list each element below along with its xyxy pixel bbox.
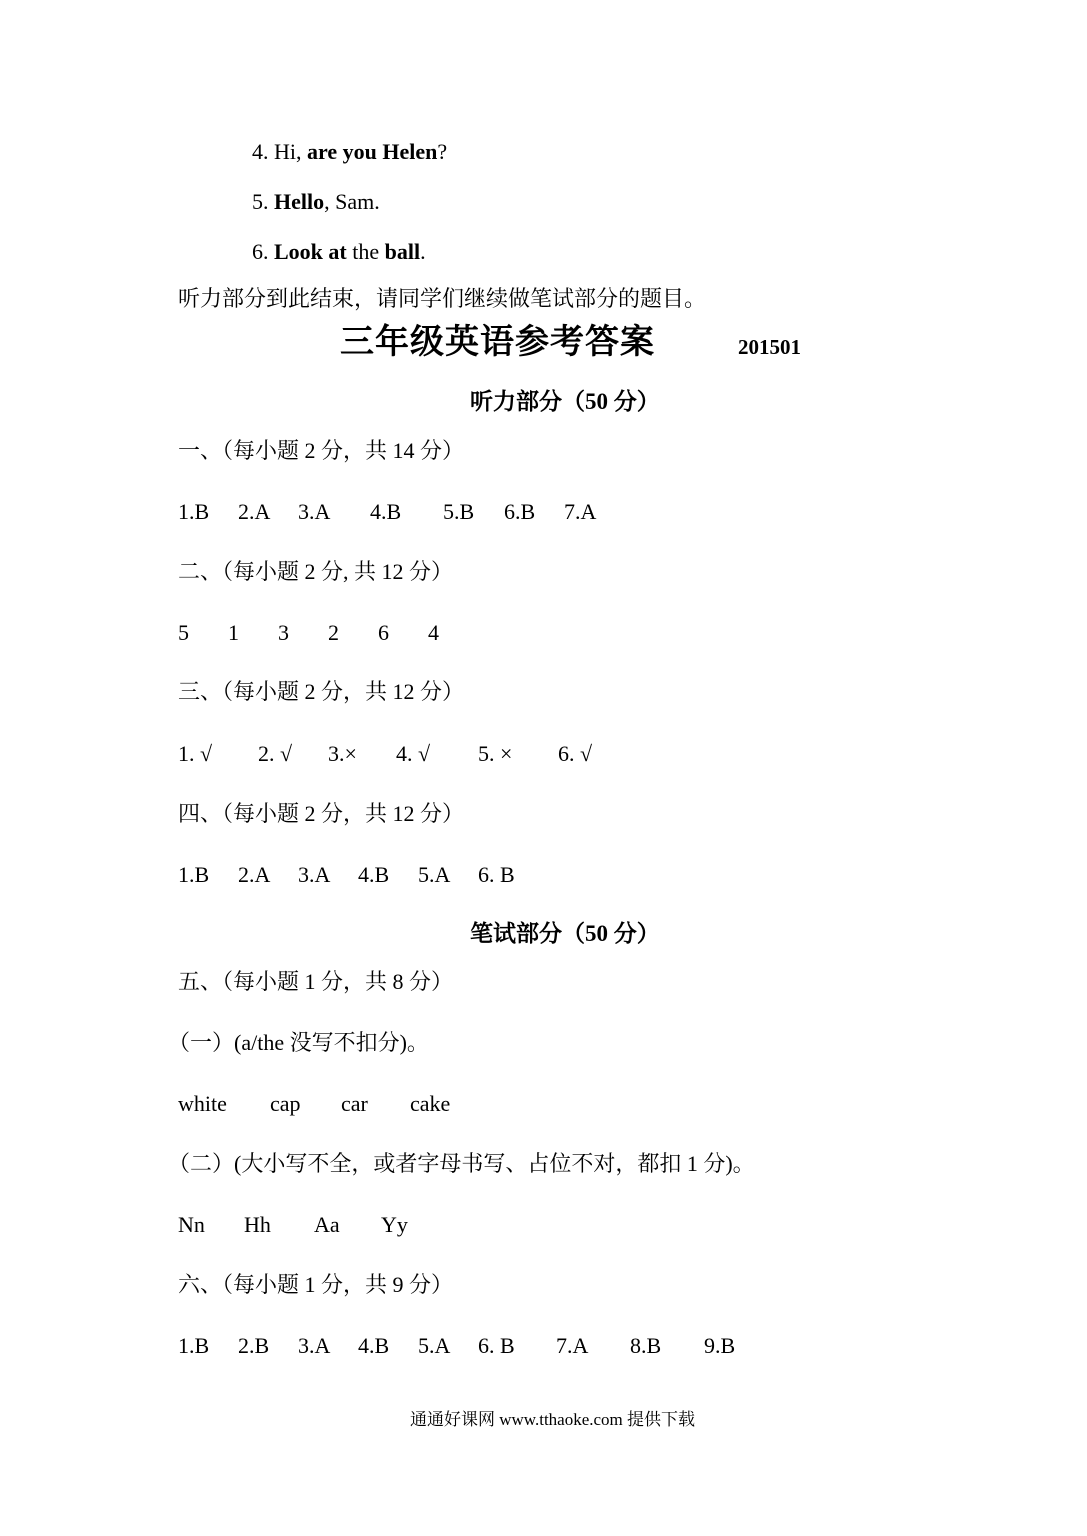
answer-item: Yy [381,1212,408,1237]
answer-item: 2. √ [258,741,293,766]
answer-item: 4. √ [396,741,431,766]
answer-item: 5.A [418,1333,451,1358]
script-text-bold: Hello [274,189,325,214]
answer-item: cap [270,1091,301,1116]
answer-key-title: 三年级英语参考答案 [340,322,655,362]
answer-item: 3.A [298,499,331,524]
answer-item: 6. B [478,862,515,887]
answer-item: 2.A [238,862,271,887]
answer-item: 4.B [358,862,390,887]
script-num: 6. [252,239,269,264]
answer-item: 4 [428,620,439,645]
footer-source: 通通好课网 www.tthaoke.com 提供下载 [410,1410,696,1429]
script-text: Hi, [274,139,307,164]
answer-item: 3.A [298,862,331,887]
answer-key-code: 201501 [738,335,801,359]
section-5-label: 五、（每小题 1 分，共 8 分） [178,969,454,994]
script-num: 5. [252,189,269,214]
answer-item: 3 [278,620,289,645]
answer-item: 8.B [630,1333,662,1358]
section-6-label: 六、（每小题 1 分，共 9 分） [178,1272,454,1297]
answer-item: 3.× [328,741,357,766]
answer-item: 6. B [478,1333,515,1358]
section-4-label: 四、（每小题 2 分，共 12 分） [178,801,465,826]
answer-item: 3.A [298,1333,331,1358]
answer-item: cake [410,1091,451,1116]
script-line-6 [252,238,426,266]
answer-item: 6. √ [558,741,593,766]
section-2-label: 二、（每小题 2 分, 共 12 分） [178,559,454,584]
script-text: the [346,239,385,264]
answer-item: Aa [314,1212,340,1237]
answer-item: 6 [378,620,389,645]
section-3-label: 三、（每小题 2 分，共 12 分） [178,679,465,704]
script-text-bold: Look at [274,239,347,264]
answer-item: 2.B [238,1333,270,1358]
answer-item: 1.B [178,499,210,524]
answer-item: 5.A [418,862,451,887]
script-text-bold: ball [384,239,421,264]
script-text-bold: are you Helen [307,139,438,164]
answer-item: 1.B [178,862,210,887]
answer-item: 1. √ [178,741,213,766]
answer-item: 7.A [556,1333,589,1358]
answer-item: 1 [228,620,239,645]
answer-item: 2 [328,620,339,645]
script-text: . [420,239,426,264]
answer-item: 4.B [370,499,402,524]
written-heading: 笔试部分（50 分） [470,921,660,946]
answer-item: 4.B [358,1333,390,1358]
answer-item: 5.B [443,499,475,524]
answer-item: Hh [244,1212,271,1237]
answer-item: 5 [178,620,189,645]
script-line-4 [252,138,447,166]
answer-item: car [341,1091,368,1116]
answer-item: 5. × [478,741,513,766]
answer-item: 7.A [564,499,597,524]
answer-item: 9.B [704,1333,736,1358]
script-num: 4. [252,139,269,164]
answer-item: 1.B [178,1333,210,1358]
section-1-label: 一、（每小题 2 分，共 14 分） [178,438,465,463]
answer-item: 2.A [238,499,271,524]
answer-item: Nn [178,1212,205,1237]
script-line-5 [252,188,380,216]
answer-item: 6.B [504,499,536,524]
listening-heading: 听力部分（50 分） [470,389,660,414]
section-5-part2-note: （二）(大小写不全，或者字母书写、占位不对，都扣 1 分)。 [168,1151,755,1176]
listening-end-note: 听力部分到此结束，请同学们继续做笔试部分的题目。 [178,287,707,312]
script-text: ? [437,139,448,164]
section-5-part1-note: （一）(a/the 没写不扣分)。 [168,1030,429,1055]
script-text: , Sam. [324,189,380,214]
answer-item: white [178,1091,227,1116]
